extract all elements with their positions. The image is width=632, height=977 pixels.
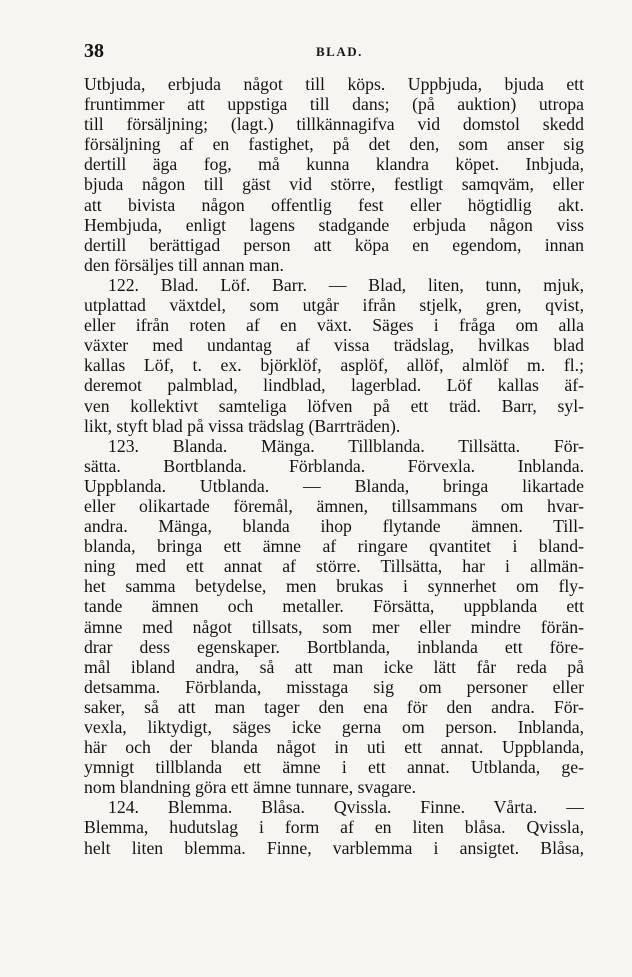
text-line: sätta. Bortblanda. Förblanda. Förvexla. Inblanda. — [84, 455, 584, 476]
text-line: deremot palmblad, lindblad, lagerblad. Löf kallas äf- — [84, 375, 584, 396]
text-line: ymnigt tillblanda ett ämne i ett annat. Utblanda, ge- — [84, 757, 584, 778]
text-line: här och der blanda något in uti ett annat. Uppblanda, — [84, 737, 584, 758]
text-line: fruntimmer att uppstiga till dans; (på auktion) utropa — [84, 94, 584, 115]
text-line: dertill berättigad person att köpa en egendom, innan — [84, 234, 584, 255]
text-line: 123. Blanda. Mänga. Tillblanda. Tillsätta. För- — [108, 435, 584, 456]
text-line: mål ibland andra, så att man icke lätt får reda på — [84, 656, 584, 677]
text-line: drar dess egenskaper. Bortblanda, inblanda ett före- — [84, 636, 584, 657]
text-line: dertill äga fog, må kunna klandra köpet. Inbjuda, — [84, 154, 584, 175]
text-line: tande ämnen och metaller. Försätta, uppblanda ett — [84, 596, 584, 617]
page-number: 38 — [84, 40, 104, 62]
text-line: eller ifrån roten af en växt. Säges i fråga om alla — [84, 315, 584, 336]
text-line: helt liten blemma. Finne, varblemma i ansigtet. Blåsa, — [84, 837, 584, 858]
text-line: bjuda någon till gäst vid större, festligt samqväm, eller — [84, 174, 584, 195]
text-line: andra. Mänga, blanda ihop flytande ämnen. Till- — [84, 516, 584, 537]
text-line: till försäljning; (lagt.) tillkännagifva vid domstol skedd — [84, 114, 584, 135]
page-header — [84, 40, 582, 70]
text-line: vexla, liktydigt, säges icke gerna om person. Inblanda, — [84, 717, 584, 737]
text-line: den försäljes till annan man. — [84, 254, 284, 275]
text-line: ämne med något tillsats, som mer eller mindre förän- — [84, 616, 584, 637]
text-line: blanda, bringa ett ämne af ringare qvantitet i bland- — [84, 536, 584, 557]
text-line: nom blandning göra ett ämne tunnare, svagare. — [84, 777, 417, 798]
text-line: Hembjuda, enligt lagens stadgande erbjuda någon viss — [84, 214, 584, 235]
text-line: likt, styft blad på vissa trädslag (Barrträden). — [84, 415, 401, 436]
text-line: eller olikartade föremål, ämnen, tillsammans om hvar- — [84, 495, 584, 516]
text-line: ning med ett annat af större. Tillsätta, har i allmän- — [84, 556, 584, 577]
text-line: Utbjuda, erbjuda något till köps. Uppbjuda, bjuda ett — [84, 74, 584, 94]
text-line: utplattad växtdel, som utgår ifrån stjelk, gren, qvist, — [84, 295, 584, 316]
text-line: Blemma, hudutslag i form af en liten blåsa. Qvissla, — [84, 817, 584, 838]
running-head: BLAD. — [316, 44, 363, 59]
text-line: växter med undantag af vissa trädslag, hvilkas blad — [84, 335, 584, 356]
text-line: het samma betydelse, men brukas i synnerhet om fly- — [84, 576, 584, 597]
text-line: detsamma. Förblanda, misstaga sig om personer eller — [84, 676, 584, 697]
text-line: 122. Blad. Löf. Barr. — Blad, liten, tunn, mjuk, — [108, 274, 584, 295]
text-line: att bivista någon offentlig fest eller högtidlig akt. — [84, 194, 584, 215]
text-line: kallas Löf, t. ex. björklöf, asplöf, allöf, almlöf m. fl.; — [84, 355, 584, 376]
text-line: 124. Blemma. Blåsa. Qvissla. Finne. Vårta. — — [108, 797, 584, 818]
text-line: ven kollektivt samteliga löfven på ett träd. Barr, syl- — [84, 395, 584, 416]
text-line: försäljning af en fastighet, på det den, som anser sig — [84, 134, 584, 155]
page-body-text — [84, 74, 584, 858]
text-line: Uppblanda. Utblanda. — Blanda, bringa likartade — [84, 475, 584, 496]
text-line: saker, så att man tager den ena för den andra. För- — [84, 696, 584, 717]
